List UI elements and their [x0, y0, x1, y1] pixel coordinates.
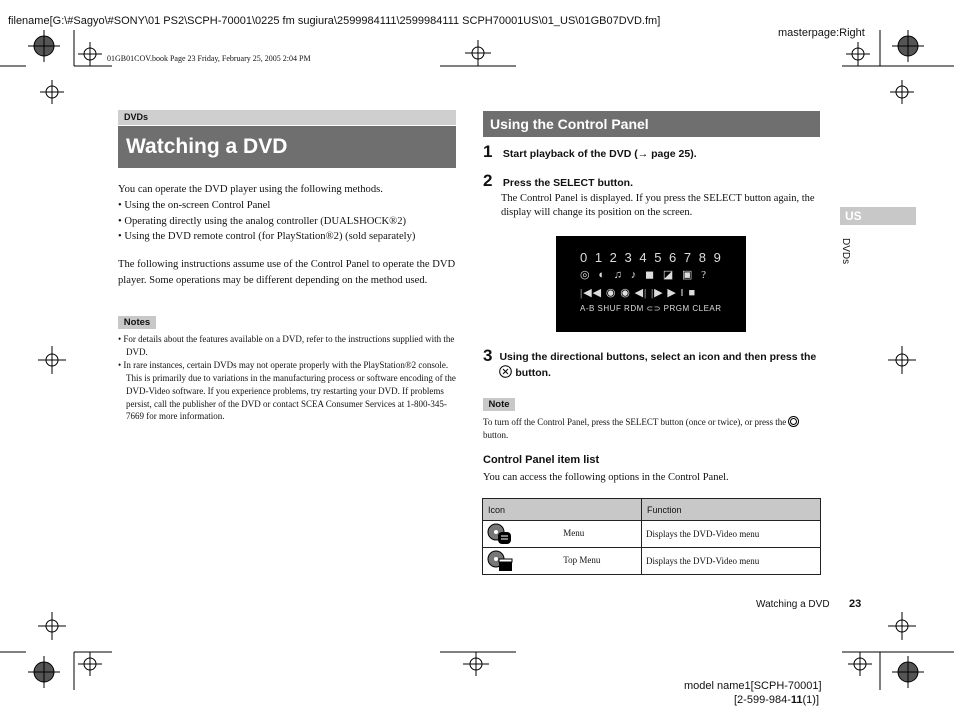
- top-menu-icon: [487, 550, 513, 572]
- note-label: Note: [483, 398, 515, 411]
- panel-options-row: A-B SHUF RDM ⊂⊃ PRGM CLEAR: [580, 304, 722, 313]
- column-header-icon: Icon: [483, 499, 642, 521]
- table-row: [483, 548, 821, 575]
- instructions-paragraph: The following instructions assume use of the Control Panel to operate the DVD player. Some operations may be different depending on the method used.: [118, 259, 456, 286]
- step-text: Using the directional buttons, select an icon and then press the button.: [499, 351, 817, 379]
- notes-list: [118, 333, 456, 424]
- category-label: DVDs: [118, 110, 456, 125]
- table-row: [483, 521, 821, 548]
- model-name: model name1[SCPH-70001]: [684, 680, 822, 692]
- panel-icons-row: ◎ ◐ ♫ ♪ ◼ ◪ ▣ ?: [580, 269, 710, 281]
- list-item: • Using the on-screen Control Panel: [118, 198, 456, 214]
- table-cell-function: Displays the DVD-Video menu: [642, 548, 821, 575]
- step-3: [483, 346, 823, 381]
- page-title: Watching a DVD: [118, 126, 456, 168]
- intro-text: You can operate the DVD player using the following methods.: [118, 184, 383, 195]
- step-2-body: The Control Panel is displayed. If you press the SELECT button again, the display will change its position on the screen.: [501, 193, 815, 218]
- control-panel-list-heading: Control Panel item list: [483, 454, 600, 466]
- masterpage-label: masterpage:Right: [778, 27, 865, 39]
- table-cell-function: Displays the DVD-Video menu: [642, 521, 821, 548]
- footer-section: Watching a DVD: [756, 599, 830, 610]
- file-path: filename[G:\#Sagyo\#SONY\01 PS2\SCPH-70001\0225 fm sugiura\2599984111\2599984111 SCPH70001US\01_US\01GB07DVD.fm]: [8, 15, 661, 27]
- list-item: • For details about the features available on a DVD, refer to the instructions supplied with the DVD.: [118, 334, 455, 357]
- control-panel-table: [482, 498, 821, 575]
- control-panel-list-desc: You can access the following options in the Control Panel.: [483, 472, 729, 483]
- item-name: Menu: [563, 528, 585, 539]
- side-section-label: DVDs: [840, 238, 851, 265]
- step-number: 2: [483, 171, 493, 190]
- note-text: To turn off the Control Panel, press the SELECT button (once or twice), or press the button.: [483, 416, 820, 442]
- step-2: [483, 171, 633, 191]
- panel-digits: 0 1 2 3 4 5 6 7 8 9: [580, 250, 723, 265]
- step-text: Start playback of the DVD (→ page 25).: [502, 148, 697, 160]
- notes-label: Notes: [118, 316, 156, 329]
- step-number: 1: [483, 142, 493, 161]
- book-info-line: 01GB01COV.book Page 23 Friday, February 25, 2005 2:04 PM: [107, 54, 311, 63]
- model-number: [2-599-984-11(1)]: [734, 694, 820, 706]
- list-item: • Operating directly using the analog controller (DUALSHOCK®2): [118, 214, 456, 230]
- methods-list: [118, 198, 456, 245]
- table-cell-icon: [483, 548, 642, 575]
- list-item: • In rare instances, certain DVDs may not operate properly with the PlayStation®2 console. This is primarily due to variations in the manufacturing process or software encoding of the DVD-Video software. If you experience problems, try restarting your DVD. If problems persist, call the publisher of the DVD or contact SCEA Consumer Services at 1-800-345-7669 for more information.: [118, 360, 456, 422]
- list-item: • Using the DVD remote control (for PlayStation®2) (sold separately): [118, 229, 456, 245]
- menu-icon: [487, 523, 513, 545]
- table-header-row: [483, 499, 821, 521]
- item-name: Top Menu: [563, 555, 601, 566]
- section-title: Using the Control Panel: [483, 111, 820, 137]
- table-cell-icon: [483, 521, 642, 548]
- panel-playback-row: |◀◀ ◉ ◉ ◀| |▶ ▶ ‖ ■: [580, 287, 697, 299]
- column-header-function: Function: [642, 499, 821, 521]
- step-number: 3: [483, 346, 493, 365]
- region-tab: US: [840, 207, 916, 225]
- page-number: 23: [849, 598, 862, 610]
- step-text: Press the SELECT button.: [502, 177, 634, 189]
- step-1: [483, 142, 697, 162]
- cross-button-icon: [499, 365, 512, 378]
- control-panel-screenshot: [556, 236, 746, 332]
- circle-button-icon: [788, 416, 799, 427]
